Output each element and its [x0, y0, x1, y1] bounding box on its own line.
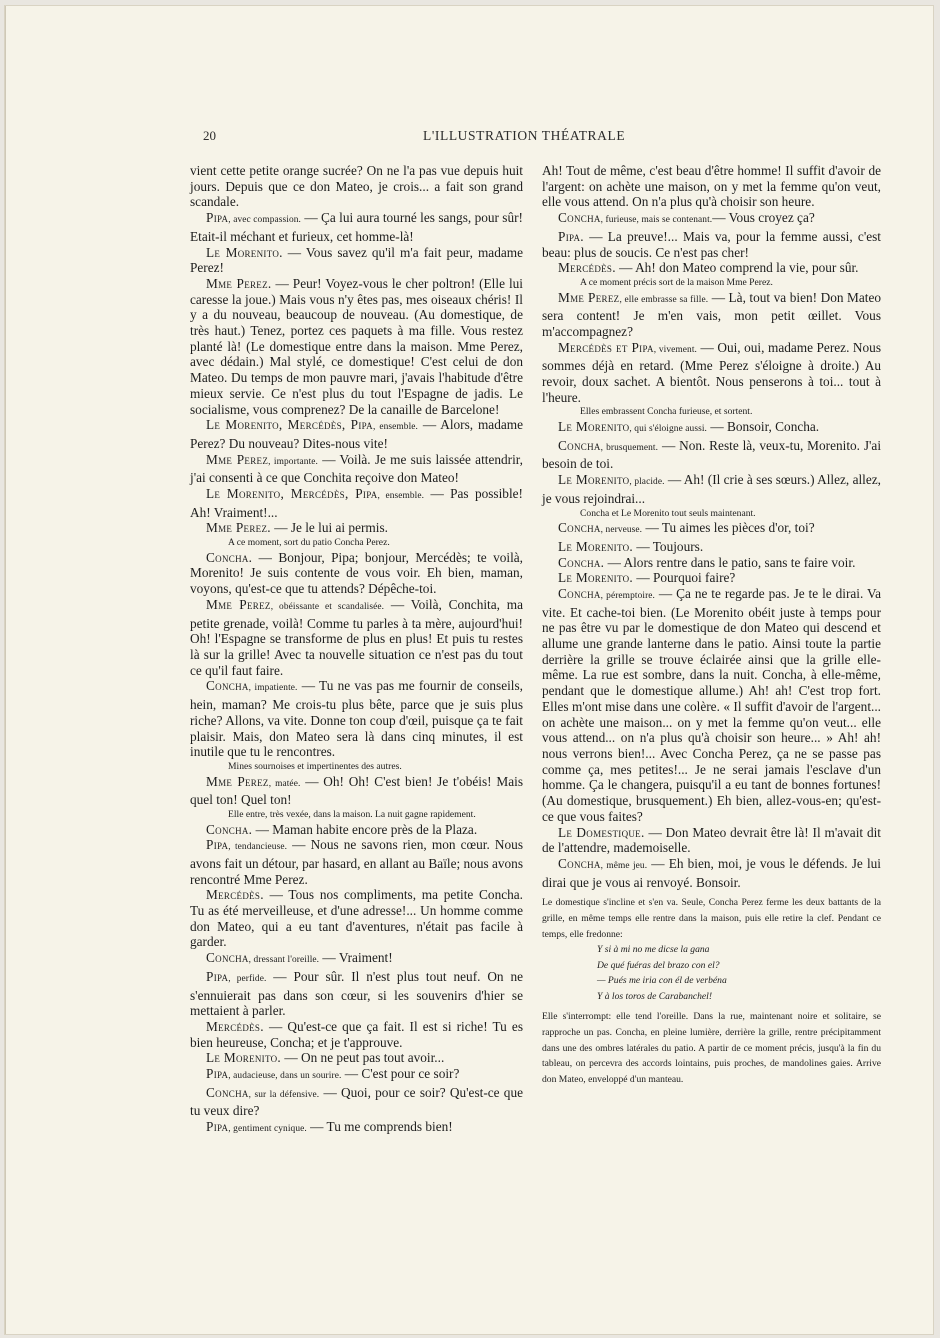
dialogue-paragraph [190, 417, 523, 451]
dialogue-paragraph [190, 774, 523, 808]
dialogue-text: — On ne peut pas tout avoir... [281, 1050, 445, 1066]
dialogue-paragraph [542, 229, 881, 260]
speaker-name: Concha. [206, 821, 253, 837]
dialogue-text: — Qu'est-ce que ça fait. Il est si riche! Tu es bien heureuse, Concha; et je t'approuve. [190, 1018, 523, 1050]
speaker-name: Mercédès et Pipa [558, 339, 654, 355]
speaker-name: Le Morenito. [558, 538, 634, 554]
stage-direction-inline: , brusquement. [600, 442, 659, 453]
song-lyric-line: De qué fuéras del brazo con el? [597, 959, 720, 971]
dialogue-text: — La preuve!... Mais va, pour la femme aussi, c'est beau: plus de soucis. Ce n'est pas cher! [542, 228, 881, 260]
speaker-name: Le Morenito, Mercédès, Pipa [206, 486, 378, 502]
dialogue-paragraph [190, 452, 523, 486]
speaker-name: Concha. [558, 554, 605, 570]
dialogue-text: — Voilà. Je me suis laissée attendrir, j'ai consenti à ce que Conchita reçoive don Mateo! [190, 451, 523, 486]
dialogue-paragraph [190, 887, 523, 950]
dialogue-paragraph [542, 555, 881, 571]
dialogue-text: — Là, tout va bien! Don Mateo sera content! Je m'en vais, mon petit œillet. Vous m'accompagnez? [542, 289, 881, 339]
stage-direction-inline: , péremptoire. [600, 590, 655, 601]
page-edge-rule [5, 6, 6, 1335]
stage-direction-inline: , obéissante et scandalisée. [270, 601, 385, 612]
stage-direction: Elle entre, très vexée, dans la maison. La nuit gagne rapidement. [228, 808, 476, 820]
dialogue-paragraph [190, 1050, 523, 1066]
stage-direction-inline: , furieuse, mais se contenant. [600, 215, 713, 226]
dialogue-paragraph [190, 1085, 523, 1119]
running-title: L'ILLUSTRATION THÉATRALE [423, 128, 626, 143]
dialogue-paragraph [542, 340, 881, 406]
dialogue-paragraph [542, 472, 881, 506]
dialogue-paragraph [190, 837, 523, 887]
dialogue-text: — Ça ne te regarde pas. Je te le dirai. Va vite. Et cache-toi bien. (Le Morenito obéit juste à temps pour ne pas être vu par le domestique de don Mateo qui descend et allume une grande lanterne dans le patio. Ainsi toute la partie derrière la grille se trouve éclairée ainsi que la grille elle-même. La rue est sombre, dans la nuit. Concha, à elle-même, pendant que le domestique allume.) Ah! ah! C'est trop fort. Elles m'ont mise dans une colère. « Il suffit d'avoir de l'argent... on achète une maison... on y met la femme qu'on veut... elle vous attend... on n'a plus qu'à choisir son heure... » Ah! ah! nous verrons bien!... Avec Concha Perez, ça ne se passe pas comme ça, mes petites!... Je ne serai jamais l'esclave d'un homme. Ça le changera, puisqu'il a eu tant de bonnes fortunes! (Au domestique, brusquement.) Eh bien, allez-vous-en; qu'est-ce que vous faites? [542, 585, 881, 824]
dialogue-paragraph [190, 1066, 523, 1085]
dialogue-text: — Vous croyez ça? [712, 210, 815, 226]
speaker-name: Concha [206, 678, 249, 694]
stage-direction: Concha et Le Morenito tout seuls maintenant. [580, 507, 756, 519]
stage-direction-block: Elle s'interrompt: elle tend l'oreille. Dans la rue, maintenant noire et solitaire, se rapproche un pas. Concha, en pleine lumière, derrière la grille, rentre précipitamment dans une des ombres latérales du patio. A partir de ce moment précis, jusqu'à la fin du tableau, on percevra des accords lointains, puis proches, de mandolines gaies. Arrive don Mateo, enveloppé d'un manteau. [542, 1011, 881, 1085]
stage-direction: Elles embrassent Concha furieuse, et sortent. [580, 406, 753, 418]
dialogue-paragraph [190, 245, 523, 276]
dialogue-text: — Maman habite encore près de la Plaza. [252, 821, 478, 837]
dialogue-paragraph [542, 210, 881, 229]
dialogue-text: — Pas possible! Ah! Vraiment!... [190, 486, 523, 520]
speaker-name: Pipa. [558, 228, 584, 244]
speaker-name: Le Morenito. [206, 244, 283, 260]
dialogue-paragraph [190, 486, 523, 520]
dialogue-paragraph [190, 678, 523, 760]
stage-direction-inline: , ensemble. [377, 491, 425, 502]
speaker-name: Le Morenito. [206, 1050, 282, 1066]
dialogue-paragraph [542, 856, 881, 890]
dialogue-paragraph [542, 520, 881, 539]
dialogue-paragraph [542, 260, 881, 276]
stage-direction-inline: , matée. [268, 778, 301, 789]
dialogue-text: vient cette petite orange sucrée? On ne l'a pas vue depuis huit jours. Depuis que ce don Mateo, je crois... a fait son grand scandale. [190, 163, 523, 210]
dialogue-paragraph [190, 1119, 523, 1138]
dialogue-paragraph [542, 163, 881, 210]
speaker-name: Pipa [206, 968, 229, 984]
stage-direction-inline: , gentiment cynique. [228, 1124, 307, 1135]
speaker-name: Mercédès. [558, 260, 616, 276]
dialogue-paragraph [190, 210, 523, 244]
stage-direction-inline: , ensemble. [372, 422, 418, 433]
speaker-name: Mme Perez [206, 773, 269, 789]
dialogue-text: — Nous ne savons rien, mon cœur. Nous avons fait un détour, par hasard, en allant au Baïle; nous avons rencontré Mme Perez. [190, 837, 523, 887]
speaker-name: Le Morenito, Mercédès, Pipa [206, 417, 373, 433]
dialogue-paragraph [190, 969, 523, 1019]
song-lyric-line: — Pués me iria con él de verbéna [597, 975, 727, 987]
right-column [542, 163, 881, 1087]
stage-direction-inline: , audacieuse, dans un sourire. [228, 1071, 342, 1082]
speaker-name: Concha [206, 950, 249, 966]
speaker-name: Mme Perez [206, 451, 269, 467]
dialogue-text: — Peur! Voyez-vous le cher poltron! (Elle lui caresse la joue.) Mais vous n'y êtes pas, mes oiseaux chéris! Il y a du nouveau, beaucoup de nouveau. (Au domestique, de très haut.) Tenez, portez ces paquets à ma fille. Vous restez planté là! (Le domestique entre dans la maison. Mme Perez, avec dédain.) Mal stylé, ce domestique! C'est celui de don Mateo. Du temps de mon pauvre mari, j'avais l'habitude d'être mieux servie. Ce n'est plus du tout l'Espagne de jadis. Le socialisme, vous comprenez? De la canaille de Barcelone! [190, 275, 523, 417]
song-lyric-line: Y à los toros de Carabanchel! [597, 990, 713, 1002]
dialogue-paragraph [542, 438, 881, 472]
dialogue-paragraph [542, 290, 881, 340]
speaker-name: Le Morenito. [558, 570, 634, 586]
speaker-name: Concha. [206, 549, 253, 565]
dialogue-text: — Eh bien, moi, je vous le défends. Je lui dirai que je vous ai renvoyé. Bonsoir. [542, 855, 881, 890]
dialogue-paragraph [190, 822, 523, 838]
speaker-name: Pipa [206, 1066, 229, 1082]
dialogue-text: — Tu me comprends bien! [306, 1119, 453, 1135]
stage-direction-inline: , impatiente. [248, 683, 298, 694]
speaker-name: Mercédès. [206, 1018, 264, 1034]
dialogue-text: — Vous savez qu'il m'a fait peur, madame Perez! [190, 244, 523, 276]
magazine-page [4, 5, 934, 1335]
speaker-name: Mercédès. [206, 887, 264, 903]
page-header [195, 116, 880, 142]
dialogue-text: — Je le lui ai permis. [270, 520, 388, 536]
stage-direction-inline: , qui s'éloigne aussi. [629, 424, 707, 435]
dialogue-text: — Ah! don Mateo comprend la vie, pour sûr. [615, 260, 859, 276]
dialogue-paragraph [542, 539, 881, 555]
song-lyric-line: Y si à mi no me dicse la gana [597, 944, 710, 956]
dialogue-text: — Alors rentre dans le patio, sans te faire voir. [604, 554, 856, 570]
dialogue-text: — Voilà, Conchita, ma petite grenade, voilà! Comme tu parles à ta mère, aujourd'hui! Oh! l'Espagne se transforme de plus en plus! Et puis tu restes là sur la grille! Avec ta nouvelle situation ce n'est pas du tout ce qu'il faut faire. [190, 596, 523, 678]
dialogue-text: — Tu aimes les pièces d'or, toi? [642, 520, 815, 536]
stage-direction-inline: , perfide. [228, 973, 267, 984]
speaker-name: Le Morenito [558, 472, 630, 488]
speaker-name: Pipa [206, 210, 229, 226]
dialogue-text: — Bonjour, Pipa; bonjour, Mercédès; te voilà, Morenito! Je suis contente de vous voir. Eh bien, maman, voyons, qu'est-ce que tu attends? Dépêche-toi. [190, 549, 523, 597]
dialogue-paragraph [190, 163, 523, 210]
stage-direction-inline: , elle embrasse sa fille. [619, 294, 709, 305]
stage-direction-inline: , même jeu. [600, 860, 648, 871]
stage-direction-inline: , importante. [268, 456, 318, 467]
dialogue-paragraph [542, 570, 881, 586]
speaker-name: Mme Perez. [206, 275, 272, 291]
dialogue-paragraph [190, 550, 523, 597]
speaker-name: Le Domestique. [558, 824, 645, 840]
dialogue-text: — Pourquoi faire? [633, 570, 736, 586]
dialogue-text: — Tous nos compliments, ma petite Concha. Tu as été merveilleuse, et d'une adresse!... Un homme comme don Mateo, qui a eu tant d'aventures, n'était pas facile à garder. [190, 887, 523, 950]
dialogue-text: — C'est pour ce soir? [341, 1066, 460, 1082]
dialogue-text: — Ça lui aura tourné les sangs, pour sûr! Etait-il méchant et furieux, cet homme-là! [190, 210, 523, 244]
speaker-name: Concha [558, 437, 601, 453]
speaker-name: Pipa [206, 837, 229, 853]
dialogue-text: — Tu ne vas pas me fournir de conseils, hein, maman? Me crois-tu plus bête, parce que je suis plus riche? Allons, va vite. Donne ton coup d'œil, puisque ça te fait plaisir. Mais, don Mateo sera là dans cinq minutes, il est inutile que tu le rencontres. [190, 678, 523, 760]
speaker-name: Mme Perez [558, 289, 620, 305]
dialogue-paragraph [190, 520, 523, 536]
dialogue-paragraph [542, 419, 881, 438]
dialogue-text: — Oh! Oh! C'est bien! Je t'obéis! Mais quel ton! Quel ton! [190, 773, 523, 808]
speaker-name: Mme Perez. [206, 520, 271, 536]
dialogue-text: Ah! Tout de même, c'est beau d'être homme! Il suffit d'avoir de l'argent: on achète une maison, on y met la femme qu'on veut, elle vous attend. On n'a plus qu'à choisir son heure. [542, 163, 881, 210]
stage-direction: A ce moment précis sort de la maison Mme Perez. [580, 276, 773, 288]
stage-direction-inline: , dressant l'oreille. [248, 955, 320, 966]
stage-direction-inline: , sur la défensive. [248, 1089, 320, 1100]
dialogue-paragraph [190, 597, 523, 679]
speaker-name: Concha [558, 855, 601, 871]
speaker-name: Pipa [206, 1119, 229, 1135]
dialogue-text: — Vraiment! [319, 950, 393, 966]
dialogue-text: — Oui, oui, madame Perez. Nous sommes déjà en retard. (Mme Perez s'éloigne à droite.) Au revoir, doux sachet. A bientôt. Nous penserons à toi... tout à l'heure. [542, 339, 881, 405]
stage-direction-inline: , placide. [629, 477, 665, 488]
stage-direction: Mines sournoises et impertinentes des autres. [228, 760, 402, 772]
left-column [190, 163, 523, 1138]
speaker-name: Mme Perez [206, 596, 271, 612]
dialogue-text: — Toujours. [633, 538, 704, 554]
dialogue-paragraph [190, 1019, 523, 1050]
speaker-name: Concha [558, 210, 601, 226]
stage-direction-inline: , tendancieuse. [228, 842, 288, 853]
stage-direction-inline: , vivement. [653, 344, 697, 355]
dialogue-paragraph [542, 825, 881, 856]
dialogue-text: — Pour sûr. Il n'est plus tout neuf. On ne s'ennuierait pas dans son cœur, si les souvenirs d'hier se mettaient à parler. [190, 968, 524, 1019]
dialogue-text: — Ah! (Il crie à ses sœurs.) Allez, allez, je vous rejoindrai... [542, 472, 881, 506]
stage-direction-inline: , nerveuse. [600, 525, 643, 536]
speaker-name: Concha [558, 520, 601, 536]
dialogue-text: — Non. Reste là, veux-tu, Morenito. J'ai besoin de toi. [542, 437, 882, 472]
stage-direction-inline: , avec compassion. [228, 215, 301, 226]
speaker-name: Concha [558, 585, 601, 601]
dialogue-text: — Don Mateo devrait être là! Il m'avait dit de l'attendre, mademoiselle. [542, 824, 881, 856]
dialogue-text: — Quoi, pour ce soir? Qu'est-ce que tu veux dire? [190, 1084, 524, 1119]
dialogue-text: — Alors, madame Perez? Du nouveau? Dites-nous vite! [190, 417, 523, 451]
speaker-name: Concha [206, 1084, 249, 1100]
page-number: 20 [203, 128, 216, 143]
dialogue-paragraph [190, 276, 523, 417]
dialogue-text: — Bonsoir, Concha. [707, 419, 820, 435]
dialogue-paragraph [190, 950, 523, 969]
dialogue-paragraph [542, 586, 881, 825]
speaker-name: Le Morenito [558, 419, 630, 435]
stage-direction-block: Le domestique s'incline et s'en va. Seule, Concha Perez ferme les deux battants de la grille, en même temps elle rentre dans la maison, puis elle retire la clef. Pendant ce temps, elle fredonne: [542, 897, 881, 940]
stage-direction: A ce moment, sort du patio Concha Perez. [228, 537, 390, 549]
